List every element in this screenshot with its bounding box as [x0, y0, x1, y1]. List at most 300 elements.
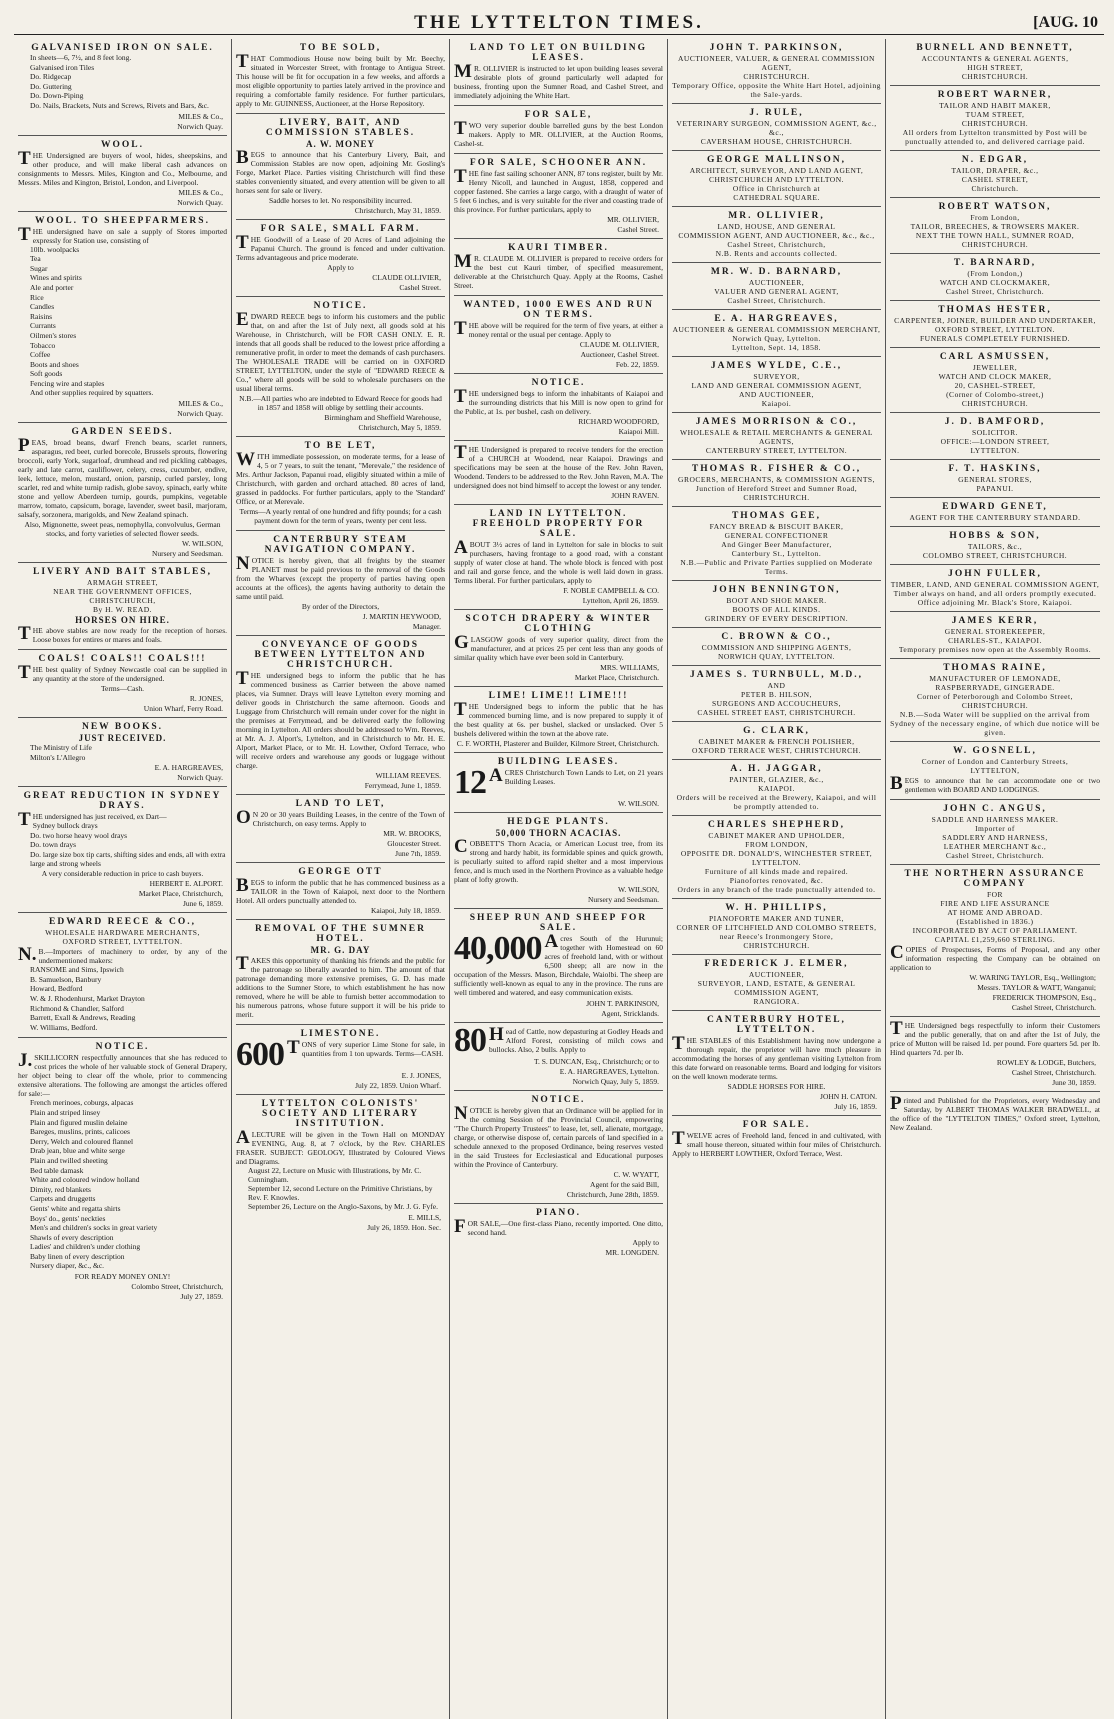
- ad-subtitle: Cashel Street, Christchurch.: [727, 296, 826, 305]
- ad-body: THE undersigned have on sale a supply of Stores imported expressly for Station use, consisting of: [18, 223, 227, 245]
- ad-title: GEORGE OTT: [298, 867, 383, 877]
- ad-signature: R. JONES,: [189, 694, 223, 704]
- ad-subtitle: Cashel Street, Christchurch.: [945, 851, 1045, 860]
- ad-title: NOTICE.: [531, 378, 586, 388]
- ad-signature: Agent for the said Bill,: [590, 1180, 659, 1189]
- ad-subtitle: (Corner of Colombo-street,): [946, 390, 1044, 399]
- ad-extra: Saddle horses to let. No responsibility incurred.: [269, 196, 412, 205]
- ad-subtitle: SADDLE AND HARNESS MAKER.: [931, 815, 1059, 824]
- ad-signature: C. F. WORTH, Plasterer and Builder, Kilmore Street, Christchurch.: [456, 739, 659, 748]
- ad-subtitle: WATCH AND CLOCKMAKER,: [939, 278, 1051, 287]
- ad-subtitle: CHRISTCHURCH.: [743, 72, 810, 81]
- ad-title: LYTTELTON COLONISTS' SOCIETY AND LITERARY INSTITUTION.: [261, 1099, 420, 1129]
- advertisement: [454, 1204, 663, 1261]
- advertisement: [454, 687, 663, 753]
- ad-subtitle: COLOMBO STREET, CHRISTCHURCH.: [922, 551, 1068, 560]
- ad-signature: MR. W. BROOKS,: [383, 829, 441, 838]
- ad-subtitle: Cashel Street, Christchurch.: [945, 287, 1045, 296]
- ad-title: SHEEP RUN AND SHEEP FOR SALE.: [469, 913, 648, 933]
- ad-subtitle: CHRISTCHURCH.: [961, 72, 1029, 81]
- ad-subtitle: GENERAL STORES,: [958, 475, 1032, 484]
- ad-body: TWELVE acres of Freehold land, fenced in and cultivated, with small house thereon, situated within four miles of Christchurch. Apply to HERBERT LOWTHER, Oxford Terrace, West.: [672, 1128, 881, 1158]
- ad-list-item: Shawls of every description: [30, 1232, 114, 1242]
- ad-signature: E. MILLS,: [408, 1212, 441, 1222]
- ad-title: NOTICE.: [531, 1095, 586, 1105]
- ad-signature: Auctioneer, Cashel Street.: [580, 350, 659, 359]
- ad-subtitle: SURVEYOR,: [753, 372, 800, 381]
- ad-subtitle: AUCTIONEER,: [748, 970, 805, 979]
- columns: [14, 39, 1104, 1719]
- ad-list-item: Gents' white and regatta shirts: [30, 1203, 121, 1213]
- ad-signature: July 27, 1859.: [180, 1292, 223, 1302]
- ad-subtitle: TAILOR AND HABIT MAKER,: [939, 101, 1051, 110]
- ad-title: BUILDING LEASES.: [497, 757, 620, 767]
- ad-subtitle: (Established in 1836.): [956, 917, 1034, 926]
- ad-list-item: Rice: [30, 292, 44, 302]
- advertisement: [890, 865, 1100, 1017]
- ad-title: G. CLARK,: [743, 726, 810, 736]
- ad-signature: Lyttelton, April 26, 1859.: [582, 596, 659, 605]
- ad-signature: Kaiapoi Mill.: [618, 427, 659, 436]
- ad-subtitle: Cashel Street, Christchurch,: [727, 240, 826, 249]
- ad-body: Acres South of the Hurunui; together with Homestead on 60 acres of freehold land, with or without 6,500 sheep; all are now in the occupation of the Messrs. Mason, Birchdale, Waiolbi. The sheep are sufficiently well-known as equal to any in the province. The runs are well timbered and watered, and easy communication exists.: [454, 931, 663, 997]
- advertisement: [236, 1095, 445, 1236]
- ad-list-item: Do. town drays: [30, 840, 77, 850]
- ad-subtitle: AUCTIONEER, VALUER, & GENERAL COMMISSION AGENT,: [678, 54, 875, 72]
- ad-body: BEGS to inform the public that he has commenced business as a TAILOR in the Town of Kaiapoi, next door to the Northern Hotel. All orders punctually attended to.: [236, 875, 445, 905]
- ad-subtitle: JEWELLER,: [972, 363, 1018, 372]
- column-3: [450, 39, 668, 1719]
- ad-subtitle: RASPBERRYADE, GINGERADE.: [935, 683, 1055, 692]
- ad-subtitle: LYTTELTON.: [970, 446, 1020, 455]
- ad-subtitle: NEAR THE GOVERNMENT OFFICES,: [53, 587, 192, 597]
- ad-list-item: Baby linen of every description: [30, 1251, 125, 1261]
- ad-signature: July 22, 1859. Union Wharf.: [355, 1081, 441, 1090]
- ad-subtitle: Importer of: [975, 824, 1015, 833]
- ad-title: F. T. HASKINS,: [948, 464, 1042, 474]
- ad-subtitle: VALUER AND GENERAL AGENT,: [714, 287, 839, 296]
- ad-subtitle: PAPANUI.: [976, 484, 1014, 493]
- ad-subtitle: TAILOR, BREECHES, & TROWSERS MAKER.: [910, 222, 1080, 231]
- ad-body: THE undersigned begs to inform the public that he has commenced business as Carrier between the above named places, via Sumner. Drays will leave Lyttelton every morning and deliver goods in Christchurch the same afternoon. Goods and Luggage from Christchurch will remain under cover for the night in the premises at Ferrymead, and be delivered early the following morning in Lyttelton. All orders should be addressed to Wm. Reeves, at Mr. A. J. Alport's, Lyttelton, and in Christchurch to Mr. H. E. Alport, Market Place, or to Mr. H. Lowther, Oxford Terrace, who will receive orders and warehouse any goods or luggage without charge.: [236, 668, 445, 770]
- ad-body: MR. OLLIVIER is instructed to let upon building leases several desirable plots of ground particularly well adapted for business, fronting upon the Sumner Road, and Cashel Street, and immediately adjoining the White Hart.: [454, 61, 663, 100]
- ad-signature: CLAUDE M. OLLIVIER,: [579, 340, 659, 349]
- ad-signature: Market Place, Christchurch.: [574, 673, 659, 682]
- advertisement: [672, 507, 881, 581]
- ad-list-item: Coffee: [30, 350, 51, 360]
- advertisement: [890, 498, 1100, 527]
- ad-subtitle: FOR: [986, 890, 1004, 899]
- ad-signature: JOHN H. CATON.: [820, 1092, 877, 1101]
- ad-subtitle: Orders will be received at the Brewery, Kaiapoi, and will be promptly attended to.: [676, 793, 877, 811]
- ad-subtitle: Office adjoining Mr. Black's Store, Kaiapoi.: [917, 598, 1073, 607]
- ad-subtitle: LYTTELTON.: [751, 858, 802, 867]
- ad-extra: A very considerable reduction in price to cash buyers.: [41, 869, 204, 879]
- ad-subtitle: WHOLESALE HARDWARE MERCHANTS,: [45, 928, 200, 938]
- ad-title: EDWARD REECE & CO.,: [49, 917, 196, 928]
- ad-subtitle: AUCTIONEER & GENERAL COMMISSION MERCHANT,: [672, 325, 881, 334]
- ad-signature: MILES & Co.,: [178, 187, 223, 197]
- ad-signature: Christchurch, June 28th, 1859.: [566, 1190, 659, 1199]
- ad-subtitle: CHRISTCHURCH.: [743, 493, 810, 502]
- ad-subtitle: GENERAL CONFECTIONER: [724, 531, 829, 540]
- ad-signature: Manager.: [412, 622, 441, 631]
- ad-list-item: Derry, Welch and coloured flannel: [30, 1136, 134, 1146]
- ad-subtitle: CHRISTCHURCH.: [961, 119, 1029, 128]
- ad-subtitle: WATCH AND CLOCK MAKER,: [938, 372, 1052, 381]
- ad-body: THE Undersigned begs to inform the public that he has commenced burning lime, and is now prepared to supply it of the best quality at 6s. per bushel, slacked or unslacked. Over 5 bushels delivered within the town at the above rate.: [454, 699, 663, 738]
- issue-date: [ AUG. 10: [1033, 14, 1098, 32]
- ad-subtitle: CABINET MAKER & FRENCH POLISHER,: [698, 737, 855, 746]
- ad-list-item: Ale and porter: [30, 282, 74, 292]
- ad-subtitle: N.B.—Soda Water will be supplied on the arrival from Sydney of the necessary engine, of which due notice will be given.: [890, 710, 1100, 737]
- ad-signature: MRS. WILLIAMS,: [600, 663, 659, 672]
- advertisement: [672, 263, 881, 310]
- ad-title: LIVERY AND BAIT STABLES,: [33, 567, 212, 578]
- masthead: [14, 8, 1104, 35]
- ad-body: BEGS to announce that he can accommodate one or two gentlemen with BOARD AND LODGINGS.: [890, 773, 1100, 794]
- ad-title: HOBBS & SON,: [949, 531, 1041, 541]
- ad-list-item: French merinoes, coburgs, alpacas: [30, 1098, 134, 1108]
- advertisement: [454, 374, 663, 441]
- ad-body: WITH immediate possession, on moderate terms, for a lease of 4, 5 or 7 years, to suit the tenant, "Merevale," the residence of Mrs. Arthur Jackson, Papanui road, eligibly situated within a mile of Christchurch, with garden and orchard attached. 80 acres of land, grassed in paddocks. For further particulars, apply to the 'Standard' Office, or at Merevale.: [236, 449, 445, 506]
- advertisement: [672, 460, 881, 507]
- ad-subtitle: TAILORS, &c.,: [967, 542, 1023, 551]
- ad-signature: RICHARD WOODFORD,: [578, 417, 659, 426]
- advertisement: [672, 955, 881, 1011]
- ad-title: JOHN BENNINGTON,: [712, 585, 841, 595]
- ad-subheading: JUST RECEIVED.: [78, 733, 167, 744]
- ad-subtitle: OPPOSITE DR. DONALD'S, WINCHESTER STREET,: [680, 849, 873, 858]
- advertisement: [672, 628, 881, 666]
- ad-subtitle: GENERAL STOREKEEPER,: [944, 627, 1046, 636]
- ad-title: C. BROWN & CO.,: [721, 632, 832, 642]
- ad-big-number: 40,000: [454, 930, 542, 967]
- ad-body: THE undersigned has just received, ex Dart—: [18, 809, 167, 831]
- ad-title: W. H. PHILLIPS,: [725, 903, 828, 913]
- ad-subtitle: CHRISTCHURCH,: [89, 596, 156, 606]
- ad-body: J.SKILLICORN respectfully announces that she has reduced to cost prices the whole of her valuable stock of General Drapery, her object being to clear off the whole, prior to commencing extensive alterations. The following are amongst the articles offered for sale:—: [18, 1050, 227, 1099]
- ad-body: NOTICE is hereby given that an Ordinance will be applied for in the coming Session of the Provincial Council, empowering "The Church Property Trustees" to lease, let, sell, alienate, mortgage, charge, or otherwise dispose of, certain parcels of land specified in a schedule annexed to the proposed Ordinance, being reserves vested in the said Trustees for Ecclesiastical and Educational purposes within the Province of Canterbury.: [454, 1103, 663, 1169]
- advertisement: [236, 531, 445, 636]
- ad-title: LIME! LIME!! LIME!!!: [488, 691, 629, 701]
- ad-title: GEORGE MALLINSON,: [706, 155, 847, 165]
- ad-subtitle: Orders in any branch of the trade punctually attended to.: [677, 885, 876, 894]
- ad-subtitle: CHARLES-ST., KAIAPOI.: [948, 636, 1042, 645]
- ad-signature: Cashel Street, Christchurch.: [1011, 1003, 1096, 1012]
- ad-signature: Christchurch, May 5, 1859.: [358, 423, 441, 432]
- ad-body: THE above stables are now ready for the reception of horses. Loose boxes for entires or mares and foals.: [18, 623, 227, 645]
- ad-subtitle: Canterbury St., Lyttelton.: [731, 549, 822, 558]
- ad-subtitle: CHRISTCHURCH.: [961, 240, 1029, 249]
- ad-list-item: 10lb. woolpacks: [30, 244, 80, 254]
- ad-subtitle: Furniture of all kinds made and repaired.: [704, 867, 849, 876]
- advertisement: [672, 39, 881, 104]
- ad-title: NOTICE.: [313, 301, 368, 311]
- ad-list-item: Milton's L'Allegro: [30, 752, 86, 762]
- ad-title: LAND TO LET,: [295, 799, 386, 809]
- advertisement: [890, 198, 1100, 254]
- advertisement: [890, 86, 1100, 151]
- ad-list-item: Galvanised iron Tiles: [30, 62, 95, 72]
- ad-subtitle: FROM LONDON,: [745, 840, 808, 849]
- ad-extra: N.B.—All parties who are indebted to Edward Reece for goods had in 1857 and 1858 will oblige by settling their accounts.: [239, 394, 442, 412]
- ad-title: NOTICE.: [95, 1042, 150, 1053]
- ad-title: MR. W. D. BARNARD,: [710, 267, 843, 277]
- ad-signature: Nursery and Seedsman.: [587, 895, 659, 904]
- ad-subtitle: By H. W. READ.: [92, 605, 153, 615]
- ad-subtitle: OFFICE:—LONDON STREET,: [940, 437, 1050, 446]
- ad-title: GARDEN SEEDS.: [71, 427, 174, 438]
- ad-subtitle: All orders from Lyttelton transmitted by Post will be punctually attended to, and delivered carriage paid.: [902, 128, 1088, 146]
- ad-title: JAMES KERR,: [951, 616, 1039, 626]
- ad-subtitle: CARPENTER, JOINER, BUILDER AND UNDERTAKER,: [894, 316, 1096, 325]
- ad-title: LIMESTONE.: [300, 1029, 381, 1039]
- ad-signature: W. WILSON,: [181, 539, 223, 549]
- ad-title: N. EDGAR,: [961, 155, 1029, 165]
- column-1: [14, 39, 232, 1719]
- ad-subtitle: AGENT FOR THE CANTERBURY STANDARD.: [909, 513, 1081, 522]
- ad-title: LIVERY, BAIT, AND COMMISSION STABLES.: [265, 118, 416, 138]
- ad-signature: Cashel Street, Christchurch.: [1011, 1068, 1096, 1077]
- advertisement: [672, 666, 881, 722]
- ad-body: THE Goodwill of a Lease of 20 Acres of Land adjoining the Papanui Church. The ground is fenced and under cultivation. Terms advantageous and price moderate.: [236, 232, 445, 262]
- ad-subtitle: FANCY BREAD & BISCUIT BAKER,: [709, 522, 844, 531]
- advertisement: [18, 136, 227, 212]
- advertisement: [454, 239, 663, 296]
- ad-list-item: W. Williams, Bedford.: [30, 1022, 98, 1032]
- advertisement: [672, 413, 881, 460]
- ad-signature: Colombo Street, Christchurch,: [131, 1282, 223, 1292]
- ad-list-item: Wines and spirits: [30, 273, 82, 283]
- ad-list-item: Raisins: [30, 311, 53, 321]
- ad-list-item: Do. Guttering: [30, 81, 72, 91]
- ad-title: WANTED, 1000 EWES AND RUN ON TERMS.: [463, 300, 654, 320]
- ad-list-item: Fencing wire and staples: [30, 378, 105, 388]
- advertisement: [890, 254, 1100, 301]
- ad-subtitle: CHRISTCHURCH.: [961, 399, 1029, 408]
- ad-subtitle: Kaiapoi.: [761, 399, 792, 408]
- ad-list-item: Tea: [30, 254, 41, 264]
- advertisement: [454, 154, 663, 239]
- ad-list-item: Oilmen's stores: [30, 330, 77, 340]
- ad-subtitle: AND AUCTIONEER,: [739, 390, 814, 399]
- advertisement: [890, 1092, 1100, 1137]
- ad-title: ROBERT WATSON,: [938, 202, 1052, 212]
- ad-extra: Terms—Cash.: [100, 684, 144, 694]
- ad-list-item: Boots and shoes: [30, 359, 79, 369]
- ad-signature: July 16, 1859.: [834, 1102, 877, 1111]
- ad-body: TWO very superior double barrelled guns by the best London makers. Apply to MR. OLLIVIER, at the Auction Rooms, Cashel-st.: [454, 118, 663, 148]
- ad-subtitle: OXFORD TERRACE WEST, CHRISTCHURCH.: [692, 746, 861, 755]
- ad-body: THE Undersigned is prepared to receive tenders for the erection of a CHURCH at Woodend, near Kaiapoi. Drawings and specifications may be seen at the house of the Rev. John Raven, Woodend. Tenders to be addressed to the Rev. John Raven, M.A. The undersigned does not bind himself to accept the lowest or any tender.: [454, 442, 663, 490]
- ad-title: JOHN T. PARKINSON,: [709, 43, 844, 53]
- ad-subtitle: TIMBER, LAND, AND GENERAL COMMISSION AGENT,: [890, 580, 1100, 589]
- ad-signature: W. WILSON.: [617, 799, 659, 808]
- ad-subtitle: LAND, HOUSE, AND GENERAL: [717, 222, 836, 231]
- ad-list-item: Drab jean, blue and white serge: [30, 1146, 125, 1156]
- ad-body: FOR SALE,—One first-class Piano, recently imported. One ditto, second hand.: [454, 1216, 663, 1237]
- advertisement: [672, 151, 881, 207]
- advertisement: [18, 212, 227, 424]
- ad-title: FOR SALE,: [524, 110, 593, 120]
- ad-signature: W. WILSON,: [617, 885, 659, 894]
- ad-subtitle: SADDLERY AND HARNESS,: [942, 833, 1048, 842]
- ad-list-item: B. Samuelson, Banbury: [30, 974, 102, 984]
- ad-list-item: And other supplies required by squatters.: [30, 388, 154, 398]
- ad-body: ACRES Christchurch Town Lands to Let, on 21 years Building Leases.: [489, 765, 663, 786]
- ad-subtitle: (From London,): [967, 269, 1023, 278]
- ad-body: NOTICE is hereby given, that all freights by the steamer PLANET must be paid previous to the removal of the Goods from the Wharves (except the property of parties having open accounts at the offices), the agents having authority to detain the same until paid.: [236, 553, 445, 601]
- ad-title: CANTERBURY HOTEL, LYTTELTON.: [707, 1015, 846, 1035]
- ad-signature: Birmingham and Sheffield Warehouse,: [324, 413, 441, 422]
- ad-title: FOR SALE, SCHOONER ANN.: [469, 158, 648, 168]
- ad-subtitle: SURGEONS AND ACCOUCHEURS,: [712, 699, 841, 708]
- advertisement: [672, 722, 881, 760]
- advertisement: [672, 899, 881, 955]
- column-4: [668, 39, 886, 1719]
- advertisement: [236, 795, 445, 863]
- newspaper-title: THE LYTTELTON TIMES.: [414, 12, 704, 33]
- advertisement: [672, 760, 881, 816]
- advertisement: [672, 816, 881, 899]
- ad-title: W. GOSNELL,: [953, 746, 1037, 756]
- ad-subtitle: KAIAPOI.: [758, 784, 795, 793]
- advertisement: [454, 1091, 663, 1204]
- ad-title: CARL ASMUSSEN,: [939, 352, 1051, 362]
- ad-signature: Kaiapoi, July 18, 1859.: [371, 906, 441, 915]
- ad-signature: WILLIAM REEVES.: [375, 771, 441, 780]
- ad-title: J. D. BAMFORD,: [944, 417, 1046, 427]
- ad-list-item: Do. two horse heavy wool drays: [30, 830, 128, 840]
- ad-body: TONS of very superior Lime Stone for sale, in quantities from 1 ton upwards. Terms—CASH.: [287, 1037, 445, 1058]
- advertisement: [672, 581, 881, 628]
- ad-title: PIANO.: [536, 1208, 581, 1218]
- advertisement: [454, 1023, 663, 1091]
- ad-title: JOHN C. ANGUS,: [943, 804, 1047, 814]
- ad-list-item: Men's and children's socks in great variety: [30, 1223, 158, 1233]
- advertisement: [672, 357, 881, 413]
- ad-signature: T. S. DUNCAN, Esq., Christchurch; or to: [533, 1057, 659, 1066]
- ad-subtitle: Corner of London and Canterbury Streets,: [921, 757, 1069, 766]
- ad-signature: Feb. 22, 1859.: [615, 360, 659, 369]
- ad-signature: June 30, 1859.: [1052, 1078, 1096, 1087]
- ad-signature: June 7th, 1859.: [395, 849, 441, 858]
- advertisement: [890, 800, 1100, 865]
- ad-subtitle: PETER B. HILSON,: [741, 690, 812, 699]
- ad-subtitle: VETERINARY SURGEON, COMMISSION AGENT, &c., &c.,: [676, 119, 877, 137]
- ad-subtitle: From London,: [970, 213, 1020, 222]
- ad-subtitle: GROCERS, MERCHANTS, & COMMISSION AGENTS,: [678, 475, 875, 484]
- advertisement: [890, 612, 1100, 659]
- ad-title: JOHN FULLER,: [948, 569, 1042, 579]
- advertisement: [672, 1116, 881, 1163]
- ad-subtitle: LEATHER MERCHANT &c.,: [943, 842, 1047, 851]
- ad-title: THOMAS R. FISHER & CO.,: [691, 464, 862, 474]
- ad-subtitle: near Reece's Ironmongery Store,: [719, 932, 834, 941]
- ad-subtitle: Temporary premises now open at the Assembly Rooms.: [898, 645, 1092, 654]
- advertisement: [890, 301, 1100, 348]
- advertisement: [18, 39, 227, 136]
- ad-signature: J. MARTIN HEYWOOD,: [362, 612, 441, 621]
- ad-subtitle: WHOLESALE & RETAIL MERCHANTS & GENERAL AGENTS,: [680, 428, 873, 446]
- ad-signature: ROWLEY & LODGE, Butchers,: [996, 1058, 1096, 1067]
- ad-list-item: Plain and figured muslin delaine: [30, 1117, 128, 1127]
- ad-subtitle: OXFORD STREET, LYTTELTON.: [935, 325, 1055, 334]
- ad-subtitle: Timber always on hand, and all orders promptly executed.: [893, 589, 1097, 598]
- ad-body: Printed and Published for the Proprietors, every Wednesday and Saturday, by ALBERT THOMAS WALKER BRADWELL, at the office of the "LYTTELTON TIMES," Oxford street, Lyttelton, New Zealand.: [890, 1093, 1100, 1132]
- ad-title: ROBERT WARNER,: [937, 90, 1053, 100]
- ad-title: THOMAS GEE,: [731, 511, 822, 521]
- ad-extra: Terms—A yearly rental of one hundred and fifty pounds; for a cash payment down for the term of years, twenty per cent less.: [239, 507, 442, 525]
- advertisement: [672, 104, 881, 151]
- ad-list-item: Ladies' and children's under clothing: [30, 1242, 141, 1252]
- ad-list-item: Nursery diaper, &c., &c.: [30, 1261, 105, 1271]
- ad-list-item: The Ministry of Life: [30, 743, 92, 753]
- ad-subtitle: BOOTS OF ALL KINDS.: [732, 605, 821, 614]
- advertisement: [18, 1038, 227, 1305]
- ad-body: PEAS, broad beans, dwarf French beans, scarlet runners, asparagus, red beet, curled borecole, Brussels sprouts, flowering broccoli, early York, sugarloaf, drumhead and red pickling cabbages, early and late carrot, cauliflower, celery, cress, cucumber, endive, leek, lettuce, melon, mustard, onion, parsnip, curled parsley, long scarlet, red and white turnip radish, globe savoy, spinach, early white stone and yellow Aberdeen turnip, gourds, pumpkins, vegetable marrow, tomato, capsicum, borage, lavender, sweet basil, marjoram, salsafy, sorzonera, marigolds, and New Zealand spinach.: [18, 435, 227, 520]
- ad-extra: SADDLE HORSES FOR HIRE.: [727, 1082, 826, 1091]
- ad-extra: FOR READY MONEY ONLY!: [74, 1272, 171, 1282]
- ad-subtitle: Pianofortes renovated, &c.: [729, 876, 824, 885]
- advertisement: [672, 310, 881, 357]
- ad-subtitle: MANUFACTURER OF LEMONADE,: [929, 674, 1061, 683]
- ad-subtitle: TAILOR, DRAPER, &c.,: [951, 166, 1039, 175]
- ad-signature: Ferrymead, June 1, 1859.: [364, 781, 441, 790]
- ad-title: JAMES WYLDE, C.E.,: [710, 361, 843, 371]
- ad-title: THOMAS HESTER,: [938, 305, 1052, 315]
- ad-title: NEW BOOKS.: [81, 722, 164, 733]
- ad-title: HEDGE PLANTS.: [507, 817, 610, 827]
- ad-list-item: Tobacco: [30, 340, 56, 350]
- ad-body: ON 20 or 30 years Building Leases, in the centre of the Town of Christchurch, on easy terms. Apply to: [236, 807, 445, 828]
- ad-signature: W. WARING TAYLOR, Esq., Wellington;: [969, 973, 1096, 982]
- ad-title: T. BARNARD,: [953, 258, 1037, 268]
- advertisement: [454, 753, 663, 813]
- column-5: [886, 39, 1104, 1719]
- ad-subheading: A. W. MONEY: [305, 139, 375, 149]
- ad-subtitle: Junction of Hereford Street and Sumner Road,: [695, 484, 858, 493]
- advertisement: [890, 742, 1100, 800]
- ad-title: THOMAS RAINE,: [943, 663, 1047, 673]
- ad-list-item: Boys' do., gents' neckties: [30, 1213, 106, 1223]
- ad-body: GLASGOW goods of very superior quality, direct from the manufacturer, and at prices 25 per cent less than any goods of similar quality which have ever been sold in Canterbury.: [454, 632, 663, 662]
- ad-title: COALS! COALS!! COALS!!!: [38, 654, 207, 665]
- advertisement: [18, 423, 227, 563]
- ad-signature: Norwich Quay, July 5, 1859.: [572, 1077, 659, 1086]
- ad-subtitle: FUNERALS COMPLETELY FURNISHED.: [919, 334, 1071, 343]
- ad-title: THE NORTHERN ASSURANCE COMPANY: [904, 869, 1086, 889]
- ad-subtitle: CHRISTCHURCH.: [961, 701, 1029, 710]
- advertisement: [454, 39, 663, 106]
- ad-signature: Market Place, Christchurch,: [138, 889, 223, 899]
- ad-title: MR. OLLIVIER,: [728, 211, 825, 221]
- ad-body: THE best quality of Sydney Newcastle coal can be supplied in any quantity at the store of the undersigned.: [18, 662, 227, 684]
- advertisement: [890, 151, 1100, 198]
- ad-list-item: Carpets and druggetts: [30, 1194, 96, 1204]
- ad-body: ALECTURE will be given in the Town Hall on MONDAY EVENING, Aug. 8, at 7 o'clock, by the Rev. CHARLES FRASER. SUBJECT: GEOLOGY, Illustrated by Coloured Views and Diagrams.: [236, 1127, 445, 1166]
- ad-signature: F. NOBLE CAMPBELL & CO.: [563, 586, 659, 595]
- ad-subtitle: CAPITAL £1,259,660 STERLING.: [934, 935, 1056, 944]
- ad-signature: C. W. WYATT,: [613, 1170, 659, 1179]
- ad-list-item: Bed table damask: [30, 1165, 84, 1175]
- advertisement: [454, 505, 663, 610]
- ad-title: LAND TO LET ON BUILDING LEASES.: [470, 43, 647, 63]
- advertisement: [236, 863, 445, 920]
- advertisement: [672, 1011, 881, 1116]
- ad-signature: Messrs. TAYLOR & WATT, Wanganui;: [977, 983, 1096, 992]
